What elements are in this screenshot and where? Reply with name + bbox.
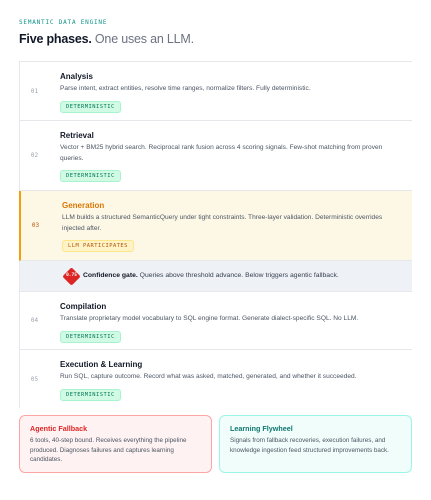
card-description: 6 tools, 40-step bound. Receives everything the pipeline produced. Diagnoses failures and captures learning candidates. (30, 437, 187, 464)
phase-analysis (20, 62, 412, 121)
phase-number: 01 (30, 87, 39, 95)
phase-number: 05 (30, 375, 39, 383)
phase-title: Analysis (60, 72, 93, 81)
phase-title: Retrieval (60, 131, 94, 140)
learning-flywheel-card (219, 415, 412, 473)
phase-description: Translate proprietary model vocabulary to SQL engine format. Generate dialect-specific SQL. No LLM. (60, 315, 359, 322)
gate-label: Confidence gate. (83, 272, 138, 279)
deterministic-badge: DETERMINISTIC (60, 331, 121, 343)
agentic-fallback-card (19, 415, 212, 473)
card-title: Learning Flywheel (230, 424, 293, 433)
phase-description: Vector + BM25 hybrid search. Reciprocal rank fusion across 4 scoring signals. Few-shot matching from proven queries. (60, 144, 383, 162)
phase-title: Compilation (60, 302, 107, 311)
phase-description: Parse intent, extract entities, resolve time ranges, normalize filters. Fully deterministic. (60, 85, 311, 92)
page-title (19, 32, 194, 46)
phase-number: 03 (31, 222, 40, 229)
llm-participates-badge: LLM PARTICIPATES (62, 240, 134, 252)
eyebrow-label: SEMANTIC DATA ENGINE (19, 19, 108, 26)
deterministic-badge: DETERMINISTIC (60, 170, 121, 182)
phase-title: Generation (62, 201, 105, 210)
page-title-rest: One uses an LLM. (91, 32, 194, 46)
phase-execution-learning (20, 350, 412, 408)
gate-text (83, 272, 339, 279)
phase-number: 04 (30, 317, 39, 324)
bottom-cards (19, 415, 412, 473)
phase-generation (19, 191, 412, 261)
deterministic-badge: DETERMINISTIC (60, 389, 121, 401)
phase-list (19, 61, 412, 408)
phase-title: Execution & Learning (60, 360, 143, 369)
card-description: Signals from fallback recoveries, execution failures, and knowledge ingestion feed structured improvements back. (230, 437, 389, 454)
phase-description: LLM builds a structured SemanticQuery under tight constraints. Three-layer validation. Deterministic overrides injected after. (62, 214, 383, 232)
card-title: Agentic Fallback (30, 424, 88, 433)
phase-number: 02 (30, 152, 39, 159)
gate-description: Queries above threshold advance. Below triggers agentic fallback. (137, 272, 339, 279)
phase-retrieval (20, 121, 412, 191)
deterministic-badge: DETERMINISTIC (60, 101, 121, 113)
gate-threshold-value: 0.75 (66, 273, 77, 278)
confidence-gate (20, 261, 412, 292)
page-title-strong: Five phases. (19, 32, 92, 46)
phase-description: Run SQL, capture outcome. Record what was asked, matched, generated, and whether it succeeded. (60, 373, 357, 380)
phase-compilation (20, 292, 412, 350)
